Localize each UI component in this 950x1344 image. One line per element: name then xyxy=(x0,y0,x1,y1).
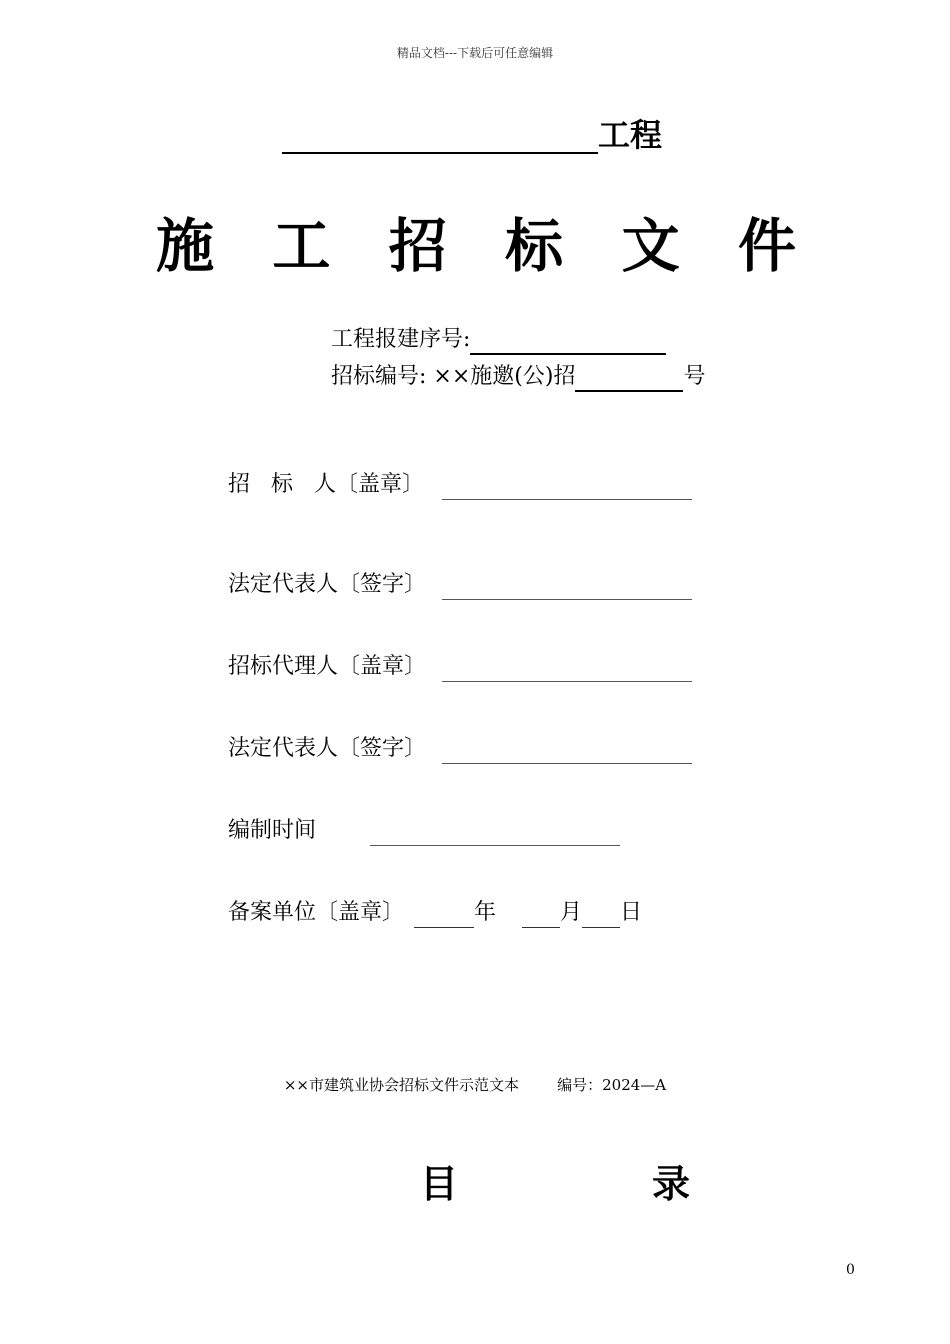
year-blank xyxy=(414,903,474,928)
main-title-char: 招 xyxy=(388,212,447,280)
tender-number-suffix: 号 xyxy=(683,364,706,389)
month-blank xyxy=(522,903,560,928)
toc-title xyxy=(420,1158,690,1210)
main-title-char: 文 xyxy=(621,212,680,280)
agent-seal-label: 招标代理人〔盖章〕 xyxy=(228,654,427,679)
toc-title-char: 目 xyxy=(420,1162,459,1206)
registration-number-blank xyxy=(470,327,666,355)
record-unit-row xyxy=(228,898,642,928)
toc-title-char: 录 xyxy=(651,1162,690,1206)
day-blank xyxy=(582,903,620,928)
registration-number-label: 工程报建序号: xyxy=(331,327,471,352)
year-label: 年 xyxy=(474,900,497,925)
tender-number-blank xyxy=(575,364,683,392)
agent-seal-blank xyxy=(442,657,692,682)
main-title xyxy=(156,208,796,284)
main-title-char: 件 xyxy=(737,212,796,280)
legal-rep-signature-blank xyxy=(442,575,692,600)
header-note: 精品文档---下载后可任意编辑 xyxy=(396,46,554,60)
project-name-blank xyxy=(282,114,598,154)
agent-legal-rep-signature-row xyxy=(228,734,692,764)
page-number: 0 xyxy=(846,1262,855,1278)
main-title-char: 施 xyxy=(156,212,215,280)
legal-rep-signature-label: 法定代表人〔签字〕 xyxy=(228,572,427,597)
day-label: 日 xyxy=(620,900,643,925)
legal-rep-signature-row xyxy=(228,570,692,600)
compile-time-blank xyxy=(370,821,620,846)
main-title-char: 工 xyxy=(272,212,331,280)
agent-seal-row xyxy=(228,652,692,682)
footer-note: ××市建筑业协会招标文件示范文本 编号：2024—A xyxy=(283,1076,667,1094)
tenderer-seal-label: 招 标 人〔盖章〕 xyxy=(228,472,424,497)
record-unit-label: 备案单位〔盖章〕 xyxy=(228,900,405,925)
compile-time-row xyxy=(228,816,620,846)
compile-time-label: 编制时间 xyxy=(228,818,317,843)
project-suffix: 工程 xyxy=(598,116,663,154)
project-name-line xyxy=(282,110,662,154)
tender-number-line xyxy=(331,362,705,392)
month-label: 月 xyxy=(560,900,583,925)
main-title-char: 标 xyxy=(505,212,564,280)
tenderer-seal-blank xyxy=(442,475,692,500)
agent-legal-rep-signature-blank xyxy=(442,739,692,764)
tender-number-label: 招标编号: ××施邀(公)招 xyxy=(331,364,576,389)
registration-number-line xyxy=(331,325,666,355)
agent-legal-rep-signature-label: 法定代表人〔签字〕 xyxy=(228,736,427,761)
tenderer-seal-row xyxy=(228,470,692,500)
